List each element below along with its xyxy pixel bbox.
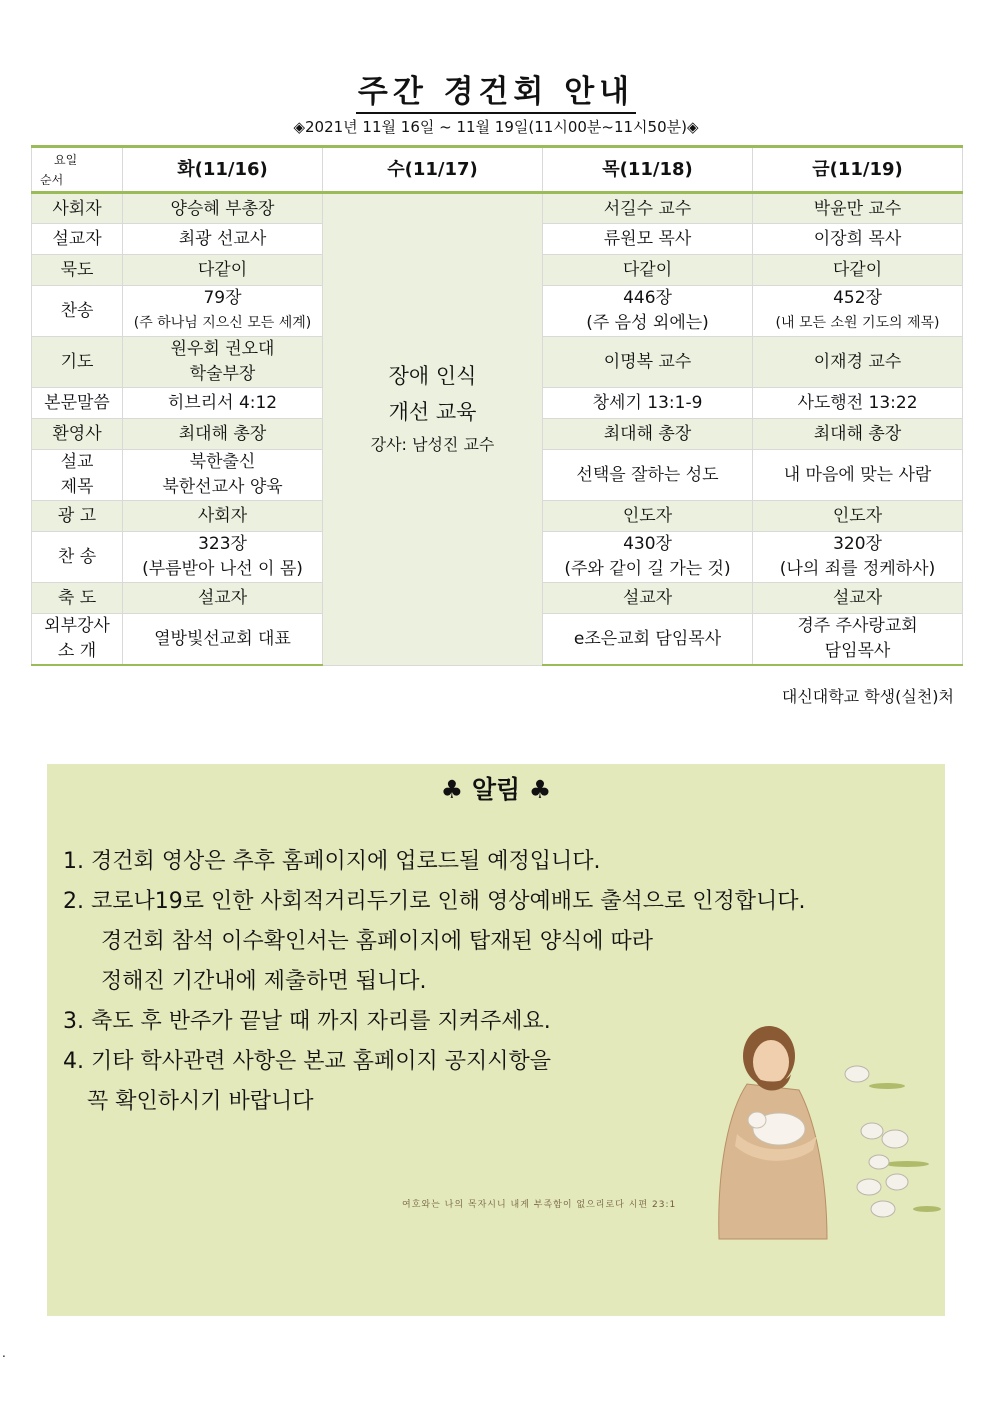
list-item: 2. 코로나19로 인한 사회적거리두기로 인해 영상예배도 출석으로 인정합니다. 경건회 참석 이수확인서는 홈페이지에 탑재된 양식에 따라 정해진 기간내에 제출하면 됩니다. [63,889,806,994]
day-header-thu: 목(11/18) [543,147,753,193]
cell-text: 환영사 [52,424,102,444]
cell-text: 선택을 잘하는 성도 [576,465,719,485]
cell-fri [753,450,963,501]
cell-text: 최대해 총장 [178,424,267,444]
cell-fri [753,255,963,286]
cell-text: 찬송 [60,301,94,321]
row-label [32,450,123,501]
cell-subtext: (나의 죄를 정케하사) [779,559,936,579]
row-label [32,193,123,224]
day-header-wed: 수(11/17) [323,147,543,193]
cell-fri [753,193,963,224]
cell-subtext: (부름받아 나선 이 몸) [142,559,303,579]
cell-thu [543,255,753,286]
cell-subtext: 제목 [60,477,94,497]
cell-text: 인도자 [832,506,883,526]
cell-text: 본문말씀 [44,393,110,413]
cell-tue [123,337,323,388]
cell-text: 경주 주사랑교회 [797,616,918,636]
row-label [32,255,123,286]
day-header-tue: 화(11/16) [123,147,323,193]
cell-text: 이명복 교수 [603,352,692,372]
cell-tue [123,286,323,337]
cell-thu [543,450,753,501]
cell-subtext: 담임목사 [824,641,891,661]
cell-text: 설교자 [622,588,673,608]
cell-thu [543,419,753,450]
notice-box [47,764,945,1316]
schedule-table [31,145,963,666]
cell-subtext: (주와 같이 길 가는 것) [564,559,731,579]
cell-subtext: 학술부장 [189,364,256,384]
day-header-fri: 금(11/19) [753,147,963,193]
cell-text: 양승혜 부총장 [170,198,275,219]
cell-text: 최광 선교사 [178,229,267,249]
cell-text: 류원모 목사 [603,229,692,249]
cell-subtext: (주 하나님 지으신 모든 세계) [133,315,312,331]
row-label [32,388,123,419]
event-line-1: 장애 인식 [388,364,477,389]
cell-fri [753,388,963,419]
cell-thu [543,337,753,388]
cell-fri [753,583,963,614]
cell-thu [543,193,753,224]
cell-text: 외부강사 [44,616,110,636]
row-label [32,583,123,614]
cell-tue [123,255,323,286]
cell-subtext: 북한선교사 양육 [162,477,283,497]
cell-tue [123,224,323,255]
cell-tue [123,583,323,614]
cell-subtext: (주 음성 외에는) [586,313,709,333]
list-item: 1. 경건회 영상은 추후 홈페이지에 업로드될 예정입니다. [63,849,601,874]
cell-text: 축 도 [57,588,97,608]
cell-fri [753,286,963,337]
cell-text: 인도자 [622,506,673,526]
cell-text: 묵도 [60,260,94,280]
row-label [32,419,123,450]
cell-thu [543,501,753,532]
event-line-2: 개선 교육 [388,400,477,425]
cell-fri [753,614,963,666]
row-label [32,614,123,666]
corner-cell: 요일 순서 [32,147,123,193]
cell-text: 사회자 [197,506,248,526]
cell-text: 사도행전 13:22 [797,393,918,413]
cell-text: 이재경 교수 [813,352,902,372]
row-label [32,501,123,532]
cell-text: 최대해 총장 [813,424,902,444]
cell-tue [123,450,323,501]
event-lecturer: 강사: 남성진 교수 [370,435,495,455]
cell-text: 북한출신 [189,452,256,472]
cell-thu [543,388,753,419]
cell-text: 기도 [60,352,94,372]
cell-text: 창세기 13:1-9 [592,393,703,413]
cell-tue [123,419,323,450]
shepherd-illustration [687,1004,947,1244]
cell-text: 446장 [623,288,672,308]
cell-text: 79장 [203,288,242,308]
credit: 대신대학교 학생(실천)처 [781,687,954,706]
list-item: 4. 기타 학사관련 사항은 본교 홈페이지 공지시항을 꼭 확인하시기 바랍니다 [63,1049,551,1114]
cell-text: 다같이 [622,260,673,280]
cell-fri [753,532,963,583]
verse-caption: 여호와는 나의 목자시니 내게 부족함이 없으리로다 시편 23:1 [402,1200,677,1210]
cell-thu [543,614,753,666]
row-label [32,532,123,583]
cell-tue [123,532,323,583]
cell-text: 다같이 [832,260,883,280]
page-mark: . [2,1346,6,1360]
cell-text: 히브리서 4:12 [167,393,278,413]
list-item: 3. 축도 후 반주가 끝날 때 까지 자리를 지켜주세요. [63,1009,551,1034]
cell-text: 452장 [833,288,882,308]
cell-tue [123,193,323,224]
cell-fri [753,419,963,450]
cell-tue [123,614,323,666]
cell-text: 다같이 [197,260,248,280]
cell-thu [543,532,753,583]
row-label [32,337,123,388]
table-row [32,193,963,224]
cell-text: 최대해 총장 [603,424,692,444]
cell-text: 323장 [198,534,247,554]
cell-text: 설교자 [52,229,102,249]
page-title: 주간 경건회 안내 [0,66,992,111]
cell-tue [123,388,323,419]
cell-text: 찬 송 [57,547,97,567]
cell-subtext: 소 개 [57,641,97,661]
row-label [32,286,123,337]
cell-thu [543,286,753,337]
cell-text: 내 마음에 맞는 사람 [783,465,932,485]
cell-text: 430장 [623,534,672,554]
cell-thu [543,224,753,255]
cell-text: 광 고 [57,506,97,526]
cell-thu [543,583,753,614]
cell-text: 원우회 권오대 [170,339,275,359]
cell-subtext: (내 모든 소원 기도의 제목) [775,315,940,331]
row-label [32,224,123,255]
cell-fri [753,337,963,388]
header-row [32,147,963,193]
cell-text: 설교자 [197,588,248,608]
date-range: ◈2021년 11월 16일 ~ 11월 19일(11시00분~11시50분)◈ [293,118,699,136]
cell-text: 서길수 교수 [603,198,692,219]
cell-fri [753,501,963,532]
cell-text: e조은교회 담임목사 [573,629,722,649]
cell-text: 설교 [60,452,94,472]
cell-text: 설교자 [832,588,883,608]
cell-text: 이장희 목사 [813,229,902,249]
cell-text: 사회자 [52,198,102,219]
cell-text: 열방빛선교회 대표 [154,629,291,649]
cell-text: 박윤만 교수 [813,198,902,219]
notice-title: ♣ 알림 ♣ [440,775,552,804]
cell-text: 320장 [833,534,882,554]
sheep-icon [845,1066,908,1217]
cell-tue [123,501,323,532]
wednesday-event [323,193,543,666]
cell-fri [753,224,963,255]
